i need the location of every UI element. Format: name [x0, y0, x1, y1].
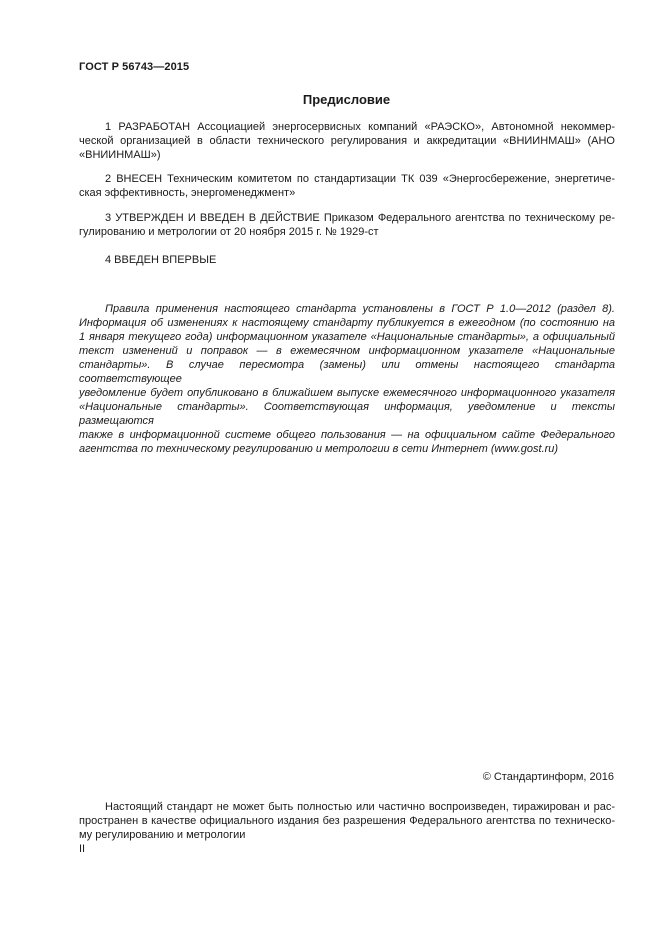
document-code: ГОСТ Р 56743—2015 [79, 61, 190, 73]
text-line: 2 ВНЕСЕН Техническим комитетом по стандартизации ТК 039 «Энергосбережение, энергетиче- [105, 173, 615, 185]
text-line: Настоящий стандарт не может быть полностью или частично воспроизведен, тиражирован и рас- [105, 801, 615, 813]
text-line: 3 УТВЕРЖДЕН И ВВЕДЕН В ДЕЙСТВИЕ Приказом Федерального агентства по техническому ре- [105, 212, 615, 224]
reproduction-notice [79, 800, 615, 842]
text-line: гулированию и метрологии от 20 ноября 2015 г. № 1929-ст [79, 226, 379, 238]
notice-paragraph [79, 302, 615, 456]
text-line: ская эффективность, энергоменеджмент» [79, 187, 296, 199]
item-first-introduced [79, 253, 615, 267]
text-line: «Национальные стандарты». Соответствующая информация, уведомление и тексты размещаются [79, 401, 615, 427]
text-line: 1 января текущего года) информационном указателе «Национальные стандарты», а официальный [79, 331, 615, 343]
item-approved [79, 211, 615, 239]
text-line: му регулированию и метрологии [79, 829, 246, 841]
text-line: стандарты». В случае пересмотра (замены) или отмены настоящего стандарта соответствующее [79, 359, 615, 385]
text-line: также в информационной системе общего пользования — на официальном сайте Федерального [79, 429, 615, 441]
text-line: Информация об изменениях к настоящему стандарту публикуется в ежегодном (по состоянию на [79, 317, 615, 329]
page-number: II [79, 843, 86, 855]
item-developed [79, 120, 615, 162]
text-line: текст изменений и поправок — в ежемесячном информационном указателе «Национальные [79, 345, 615, 357]
text-line: пространен в качестве официального издания без разрешения Федерального агентства по техническо- [79, 815, 615, 827]
item-introduced [79, 172, 615, 200]
text-line: Правила применения настоящего стандарта установлены в ГОСТ Р 1.0—2012 (раздел 8). [105, 303, 615, 315]
text-line: ческой организацией в области технического регулирования и аккредитации «ВНИИНМАШ» (АНО [79, 135, 615, 147]
page-title: Предисловие [302, 92, 391, 107]
text-line: 1 РАЗРАБОТАН Ассоциацией энергосервисных компаний «РАЭСКО», Автономной некоммер- [105, 121, 615, 133]
text-line: 4 ВВЕДЕН ВПЕРВЫЕ [105, 254, 217, 266]
text-line: «ВНИИНМАШ») [79, 149, 161, 161]
text-line: агентства по техническому регулированию и метрологии в сети Интернет (www.gost.ru) [79, 443, 559, 455]
copyright: © Стандартинформ, 2016 [482, 771, 614, 783]
text-line: уведомление будет опубликовано в ближайшем выпуске ежемесячного информационного указателя [79, 387, 615, 399]
